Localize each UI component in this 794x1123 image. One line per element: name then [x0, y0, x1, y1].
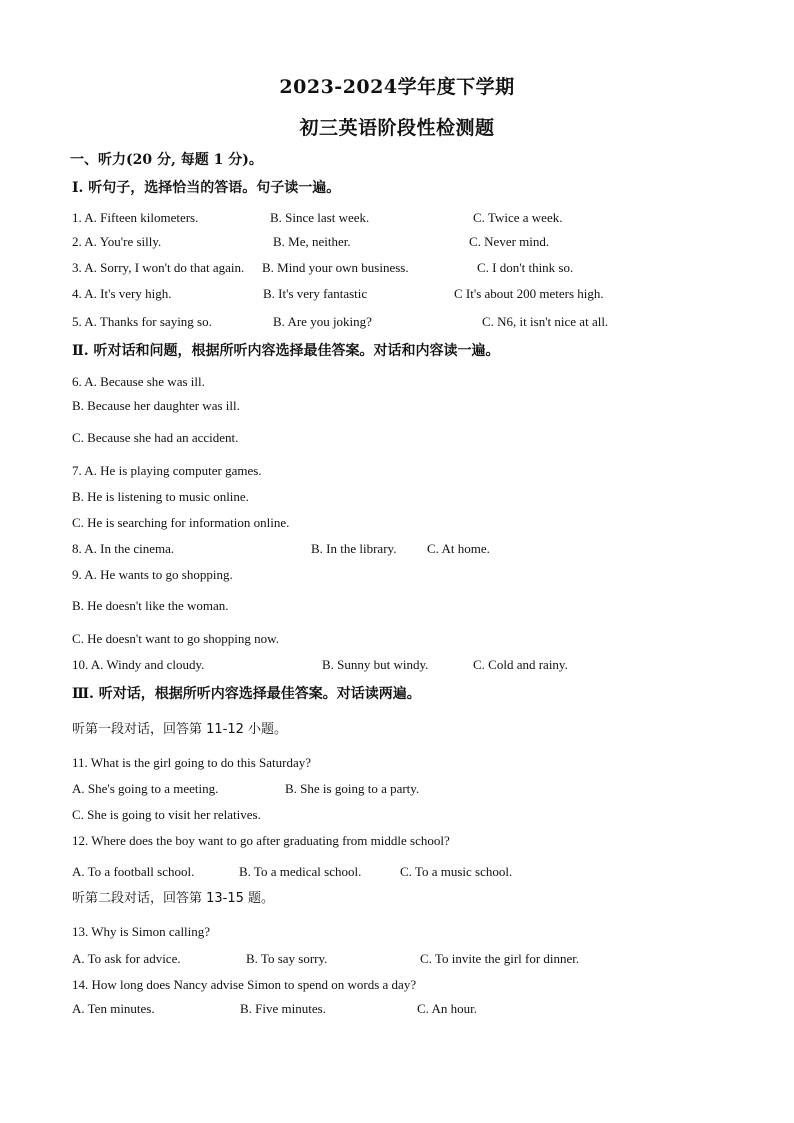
- exam-year-title: 2023-2024学年度下学期: [279, 76, 515, 98]
- question-1-option-c: C. Twice a week.: [473, 210, 563, 225]
- question-6-option-a: 6. A. Because she was ill.: [72, 374, 205, 389]
- question-6-option-c: C. Because she had an accident.: [72, 430, 239, 445]
- question-7-option-c: C. He is searching for information online.: [72, 515, 290, 530]
- question-13-text: 13. Why is Simon calling?: [72, 924, 211, 939]
- question-11-option-c: C. She is going to visit her relatives.: [72, 807, 261, 822]
- dialog-2-instruction: 听第二段对话，回答第 13-15 题。: [72, 891, 275, 906]
- question-12-option-b: B. To a medical school.: [239, 864, 362, 879]
- question-14-option-b: B. Five minutes.: [240, 1001, 326, 1016]
- question-2-option-a: 2. A. You're silly.: [72, 234, 162, 249]
- dialog-1-instruction: 听第一段对话，回答第 11-12 小题。: [72, 722, 288, 737]
- question-11-option-a: A. She's going to a meeting.: [72, 781, 219, 796]
- question-9-option-c: C. He doesn't want to go shopping now.: [72, 631, 279, 646]
- question-7-option-a: 7. A. He is playing computer games.: [72, 463, 262, 478]
- question-12-option-a: A. To a football school.: [72, 864, 195, 879]
- question-11-text: 11. What is the girl going to do this Saturday?: [72, 755, 312, 770]
- question-9-option-a: 9. A. He wants to go shopping.: [72, 567, 233, 582]
- question-3-option-c: C. I don't think so.: [477, 260, 574, 275]
- part1-heading: I. 听句子，选择恰当的答语。句子读一遍。: [72, 180, 341, 196]
- question-2-option-c: C. Never mind.: [469, 234, 550, 249]
- part2-heading: Ⅱ. 听对话和问题，根据所听内容选择最佳答案。对话和内容读一遍。: [72, 343, 500, 359]
- question-4-option-a: 4. A. It's very high.: [72, 286, 172, 301]
- question-3-option-a: 3. A. Sorry, I won't do that again.: [72, 260, 245, 275]
- question-12-option-c: C. To a music school.: [400, 864, 513, 879]
- question-14-option-a: A. Ten minutes.: [72, 1001, 155, 1016]
- question-8-option-a: 8. A. In the cinema.: [72, 541, 175, 556]
- question-4-option-b: B. It's very fantastic: [263, 286, 368, 301]
- question-5-option-b: B. Are you joking?: [273, 314, 372, 329]
- question-1-option-a: 1. A. Fifteen kilometers.: [72, 210, 199, 225]
- question-13-option-a: A. To ask for advice.: [72, 951, 181, 966]
- question-5-option-c: C. N6, it isn't nice at all.: [482, 314, 609, 329]
- question-11-option-b: B. She is going to a party.: [285, 781, 420, 796]
- question-12-text: 12. Where does the boy want to go after graduating from middle school?: [72, 833, 450, 848]
- question-10-option-c: C. Cold and rainy.: [473, 657, 568, 672]
- question-13-option-c: C. To invite the girl for dinner.: [420, 951, 580, 966]
- question-14-option-c: C. An hour.: [417, 1001, 477, 1016]
- question-10-option-b: B. Sunny but windy.: [322, 657, 429, 672]
- question-2-option-b: B. Me, neither.: [273, 234, 351, 249]
- part3-heading: Ⅲ. 听对话，根据所听内容选择最佳答案。对话读两遍。: [72, 686, 421, 702]
- question-8-option-c: C. At home.: [427, 541, 490, 556]
- question-6-option-b: B. Because her daughter was ill.: [72, 398, 240, 413]
- question-5-option-a: 5. A. Thanks for saying so.: [72, 314, 212, 329]
- question-13-option-b: B. To say sorry.: [246, 951, 328, 966]
- question-4-option-c: C It's about 200 meters high.: [454, 286, 604, 301]
- exam-subject-title: 初三英语阶段性检测题: [299, 117, 495, 139]
- question-14-text: 14. How long does Nancy advise Simon to spend on words a day?: [72, 977, 417, 992]
- question-3-option-b: B. Mind your own business.: [262, 260, 409, 275]
- section-listening-title: 一、听力(20 分, 每题 1 分)。: [70, 152, 263, 168]
- question-1-option-b: B. Since last week.: [270, 210, 370, 225]
- question-9-option-b: B. He doesn't like the woman.: [72, 598, 229, 613]
- question-10-option-a: 10. A. Windy and cloudy.: [72, 657, 205, 672]
- question-8-option-b: B. In the library.: [311, 541, 397, 556]
- question-7-option-b: B. He is listening to music online.: [72, 489, 249, 504]
